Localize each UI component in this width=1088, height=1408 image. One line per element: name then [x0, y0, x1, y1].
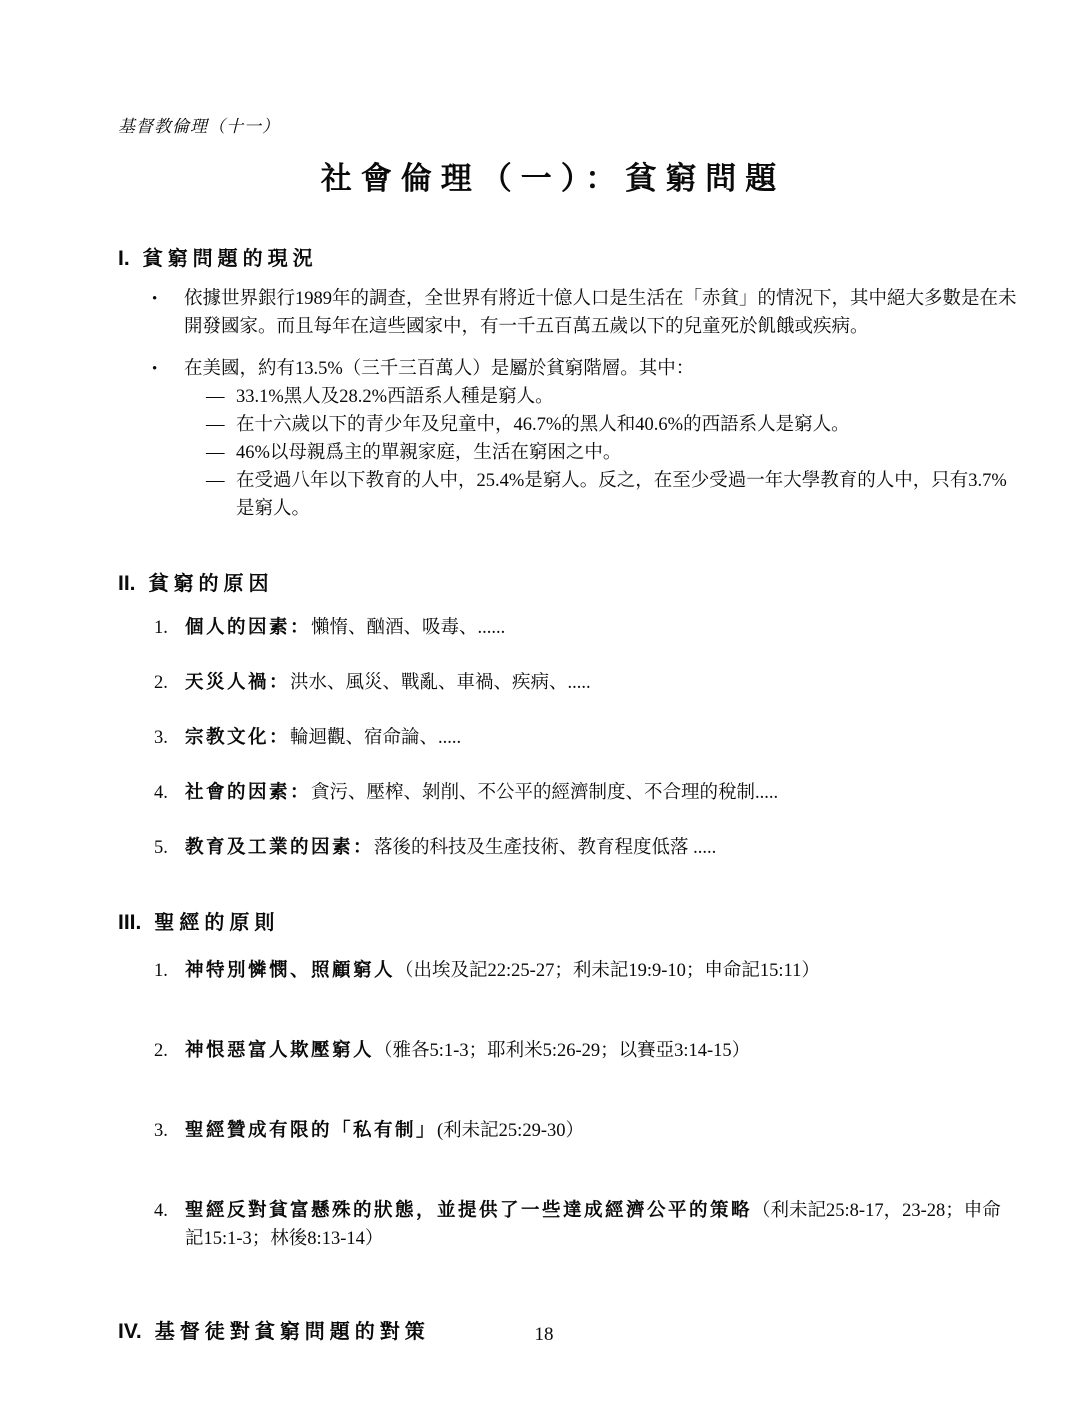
bullet-item	[118, 285, 1018, 341]
item-text	[185, 1197, 1018, 1253]
item-number: 4.	[154, 783, 168, 803]
section-heading-iii	[118, 906, 1018, 935]
item-number: 2.	[154, 1041, 168, 1061]
scripture-references: (利未記25:29-30）	[437, 1121, 584, 1141]
page-title: 社會倫理（一）：貧窮問題	[320, 161, 786, 196]
numbered-item	[118, 1197, 1018, 1253]
item-rest: 輪迴觀、宿命論、.....	[290, 728, 462, 748]
item-rest: 貪污、壓榨、剝削、不公平的經濟制度、不合理的稅制.....	[311, 783, 779, 803]
item-lead: 聖經反對貧富懸殊的狀態，並提供了一些達成經濟公平的策略	[185, 1201, 753, 1221]
item-text	[185, 957, 1018, 985]
section-body-iii	[118, 957, 1018, 1253]
numbered-item	[118, 1037, 1018, 1065]
item-number: 3.	[154, 728, 168, 748]
item-text	[185, 1117, 1018, 1145]
dash-icon: —	[206, 443, 225, 463]
item-lead: 宗教文化：	[185, 728, 291, 748]
dash-icon: —	[206, 387, 225, 407]
section-numeral-iii: III.	[118, 911, 142, 934]
bullet-icon: •	[152, 361, 158, 377]
sub-item-text: 在受過八年以下教育的人中，25.4%是窮人。反之，在至少受過一年大學教育的人中，只有3.7%是窮人。	[236, 471, 1007, 519]
section-title-iv: 基督徒對貧窮問題的對策	[154, 1321, 430, 1343]
sub-item	[118, 439, 1018, 467]
item-number: 1.	[154, 618, 168, 638]
numbered-item	[118, 957, 1018, 985]
numbered-item	[118, 834, 1018, 862]
section-body-i	[118, 285, 1018, 523]
section-title-iii: 聖經的原則	[154, 912, 280, 934]
item-number: 1.	[154, 961, 168, 981]
item-lead: 天災人禍：	[185, 673, 291, 693]
numbered-item	[118, 1117, 1018, 1145]
item-rest: 落後的科技及生產技術、教育程度低落 .....	[374, 838, 717, 858]
item-number: 5.	[154, 838, 168, 858]
item-rest: 洪水、風災、戰亂、車禍、疾病、.....	[290, 673, 591, 693]
numbered-item	[118, 614, 1018, 642]
numbered-item	[118, 779, 1018, 807]
item-text	[185, 779, 1018, 807]
sub-item	[118, 383, 1018, 411]
item-text	[185, 669, 1018, 697]
item-lead: 教育及工業的因素：	[185, 838, 375, 858]
sub-item	[118, 411, 1018, 439]
dash-icon: —	[206, 415, 225, 435]
sub-item-text: 在十六歲以下的青少年及兒童中，46.7%的黑人和40.6%的西語系人是窮人。	[236, 415, 850, 435]
item-number: 2.	[154, 673, 168, 693]
scripture-references: （利未記25:8-17，23-28；申命記15:1-3；林後8:13-14）	[185, 1201, 1001, 1249]
section-body-ii	[118, 614, 1018, 862]
numbered-item	[118, 669, 1018, 697]
item-lead: 神特別憐憫、照顧窮人	[185, 961, 396, 981]
page-number: 18	[534, 1324, 554, 1345]
sub-item	[118, 467, 1018, 523]
section-title-ii: 貧窮的原因	[148, 573, 274, 595]
item-rest: 懶惰、酗酒、吸毒、......	[311, 618, 506, 638]
course-header: 基督教倫理（十一）	[118, 117, 280, 136]
bullet-text: 在美國，約有13.5%（三千三百萬人）是屬於貧窮階層。其中：	[184, 359, 695, 379]
scripture-references: （出埃及記22:25-27；利未記19:9-10；申命記15:11）	[395, 961, 820, 981]
item-number: 4.	[154, 1201, 168, 1221]
sub-item-text: 33.1%黑人及28.2%西語系人種是窮人。	[236, 387, 554, 407]
item-text	[185, 1037, 1018, 1065]
item-text	[185, 834, 1018, 862]
section-heading-i	[118, 242, 1018, 271]
dash-icon: —	[206, 471, 225, 491]
section-title-i: 貧窮問題的現況	[142, 248, 318, 270]
bullet-icon: •	[152, 291, 158, 307]
item-lead: 個人的因素：	[185, 618, 312, 638]
item-lead: 神恨惡富人欺壓窮人	[185, 1041, 375, 1061]
sub-item-text: 46%以母親爲主的單親家庭，生活在窮困之中。	[236, 443, 622, 463]
item-text	[185, 614, 1018, 642]
section-heading-ii	[118, 567, 1018, 596]
item-number: 3.	[154, 1121, 168, 1141]
bullet-item	[118, 355, 1018, 383]
section-numeral-i: I.	[118, 247, 130, 270]
item-lead: 聖經贊成有限的「私有制」	[185, 1121, 438, 1141]
section-numeral-ii: II.	[118, 572, 136, 595]
section-numeral-iv: IV.	[118, 1320, 142, 1343]
item-text	[185, 724, 1018, 752]
scripture-references: （雅各5:1-3；耶利米5:26-29；以賽亞3:14-15）	[374, 1041, 751, 1061]
item-lead: 社會的因素：	[185, 783, 312, 803]
numbered-item	[118, 724, 1018, 752]
bullet-text: 依據世界銀行1989年的調查，全世界有將近十億人口是生活在「赤貧」的情況下，其中絕大多數是在未開發國家。而且每年在這些國家中，有一千五百萬五歲以下的兒童死於飢餓或疾病。	[184, 289, 1017, 337]
